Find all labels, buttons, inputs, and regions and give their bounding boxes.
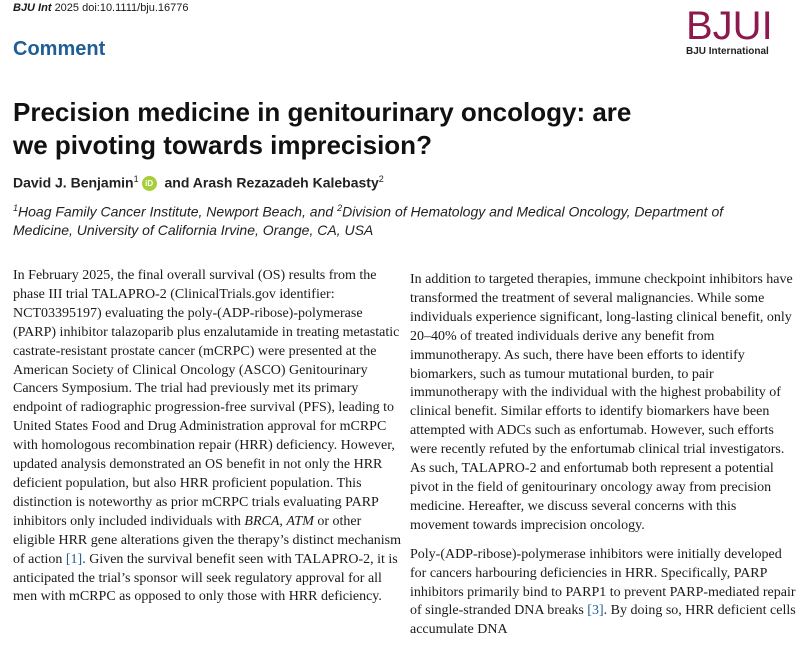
body-text: In February 2025, the final overall survival (OS) results from the phase III trial TALAPRO-2 (ClinicalTrials.gov identifier: NCT03395197) evaluating the poly-(ADP-ribose)-polymerase (PARP) inhibitor talazoparib plus enzalutamide in treating metastatic castrate-resistant prostate cancer (mCRPC) were presented at the American Society of Clinical Oncology (ASCO) Genitourinary Cancers Symposium. The trial had previously met its primary endpoint of radiographic progression-free survival (PFS), leading to United States Food and Drug Administration approval for mCRPC with homologous recombination repair (HRR) deficiency. However, updated analysis demonstrated an OS benefit in not only the HRR deficient population, but also HRR proficient population. This distinction is noteworthy as prior mCRPC trials evaluating PARP inhibitors only included individuals with	[13, 268, 400, 529]
journal-name: BJU Int	[13, 2, 52, 14]
affiliation-text: Hoag Family Cancer Institute, Newport Beach, and	[18, 203, 338, 220]
author-list	[13, 174, 384, 191]
body-text: . Given the survival benefit seen with TALAPRO-2, it is anticipated the trial’s sponsor will seek regulatory approval for all men with mCRPC as opposed to only those with HRR deficiency.	[13, 551, 398, 605]
body-text: or other eligible HRR gene alterations given the therapy’s distinct mechanism of action	[13, 513, 402, 567]
affiliation-marker: 2	[337, 203, 343, 213]
author-name: David J. Benjamin	[13, 174, 134, 191]
reference-link[interactable]: [3]	[587, 603, 604, 619]
logo-subtitle: BJU International	[686, 46, 769, 57]
body-text: ,	[279, 513, 287, 529]
body-paragraph: In addition to targeted therapies, immune checkpoint inhibitors have transformed the treatment of several malignancies. While some individuals experience significant, long-lasting clinical benefit, only 20–40% of treated individuals derive any benefit from immunotherapy. As such, there have been efforts to identify biomarkers, such as tumour mutational burden, to pair immunotherapy with the individual with the highest probability of clinical benefit. Similar efforts to identify biomarkers have been attempted with ADCs such as enfortumab. However, such efforts were recently refuted by the enfortumab clinical trial investigators. As such, TALAPRO-2 and enfortumab both represent a potential pivot in the field of genitourinary oncology away from precision medicine. Hereafter, we discuss several concerns with this movement towards imprecision oncology.	[410, 272, 793, 533]
gene-name: BRCA	[244, 513, 280, 529]
body-column-left	[13, 267, 401, 617]
body-text: . By doing so, HRR deficient cells accumulate DNA	[410, 603, 796, 638]
article-title: Precision medicine in genitourinary oncology: are we pivoting towards imprecision?	[13, 97, 632, 160]
affiliations	[13, 199, 783, 239]
journal-citation	[13, 2, 189, 14]
section-label: Comment	[13, 38, 106, 60]
affiliation-text: Division of Hematology and Medical Oncology, Department of Medicine, University of California Irvine, Orange, CA, USA	[13, 203, 724, 238]
body-paragraph	[13, 267, 401, 607]
author-affiliation-marker: 1	[133, 174, 139, 184]
body-text: Poly-(ADP-ribose)-polymerase inhibitors were initially developed for cancers harbouring deficiencies in HRR. Specifically, PARP inhibitors primarily bind to PARP1 to prevent PARP-mediated repair of single-stranded DNA breaks	[410, 546, 796, 619]
affiliation-marker: 1	[13, 203, 19, 213]
author-connector: and	[164, 174, 190, 191]
orcid-icon[interactable]: iD	[142, 176, 157, 191]
body-column-right	[410, 271, 798, 650]
journal-doi: 2025 doi:10.1111/bju.16776	[54, 2, 189, 14]
gene-name: ATM	[286, 513, 314, 529]
body-paragraph	[410, 546, 798, 641]
author-affiliation-marker: 2	[378, 174, 384, 184]
reference-link[interactable]: [1]	[65, 551, 83, 567]
journal-logo	[686, 4, 786, 57]
author-name: Arash Rezazadeh Kalebasty	[192, 174, 379, 191]
logo-letters: BJUI	[686, 4, 773, 48]
